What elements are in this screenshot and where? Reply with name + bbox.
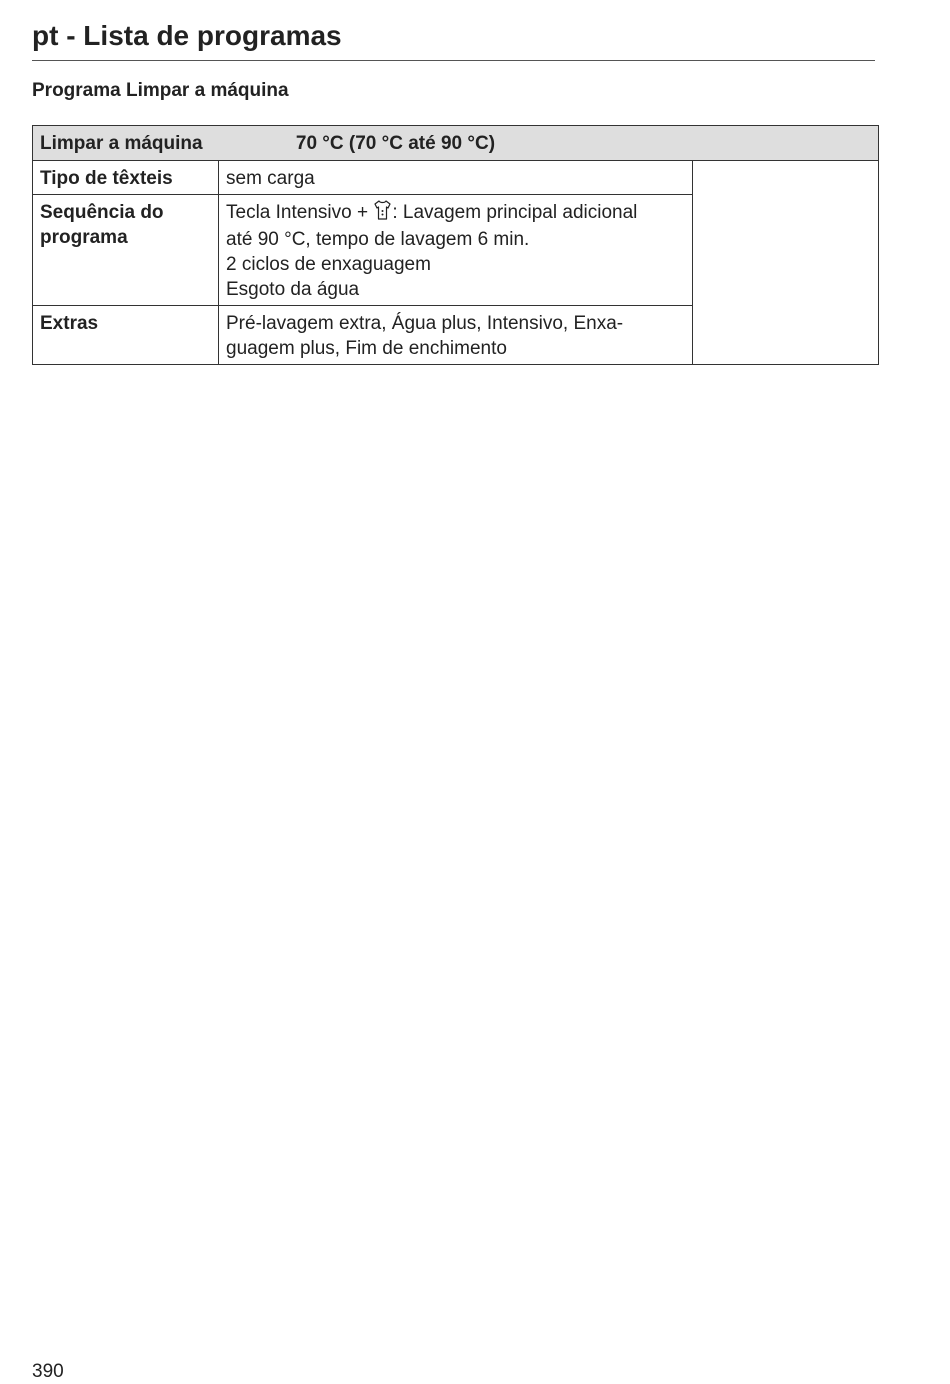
empty-side-cell: [693, 161, 879, 365]
row-label-textile-type: Tipo de têxteis: [33, 161, 219, 195]
table-header-row: [33, 126, 879, 161]
page-title: pt - Lista de programas: [32, 20, 342, 51]
header-divider: [32, 60, 875, 61]
section-title: Programa Limpar a máquina: [32, 80, 289, 101]
row-value-extras: [219, 306, 693, 365]
value-first-rest: : Lavagem principal adicional: [392, 202, 638, 223]
page-number: 390: [32, 1361, 64, 1382]
table-row: [33, 161, 879, 195]
table-header-cell: [33, 126, 879, 161]
value-line: guagem plus, Fim de enchimento: [226, 338, 507, 359]
shirt-icon: [374, 200, 391, 227]
value-line: [226, 200, 685, 227]
value-line: Pré-lavagem extra, Água plus, Intensivo, Enxa-: [226, 313, 624, 334]
value-line: Esgoto da água: [226, 279, 360, 300]
value-line: 2 ciclos de enxaguagem: [226, 254, 431, 275]
row-value-textile-type: [219, 161, 693, 195]
value-prefix: Tecla Intensivo +: [226, 202, 369, 223]
value-line: até 90 °C, tempo de lavagem 6 min.: [226, 229, 530, 250]
value-line: sem carga: [226, 168, 315, 189]
row-value-program-sequence: [219, 195, 693, 306]
program-temperature: 70 °C (70 °C até 90 °C): [295, 133, 496, 154]
row-label-extras: Extras: [33, 306, 219, 365]
row-label-program-sequence: Sequência do programa: [33, 195, 219, 306]
program-name: Limpar a máquina: [40, 133, 203, 154]
program-table: [32, 125, 879, 365]
